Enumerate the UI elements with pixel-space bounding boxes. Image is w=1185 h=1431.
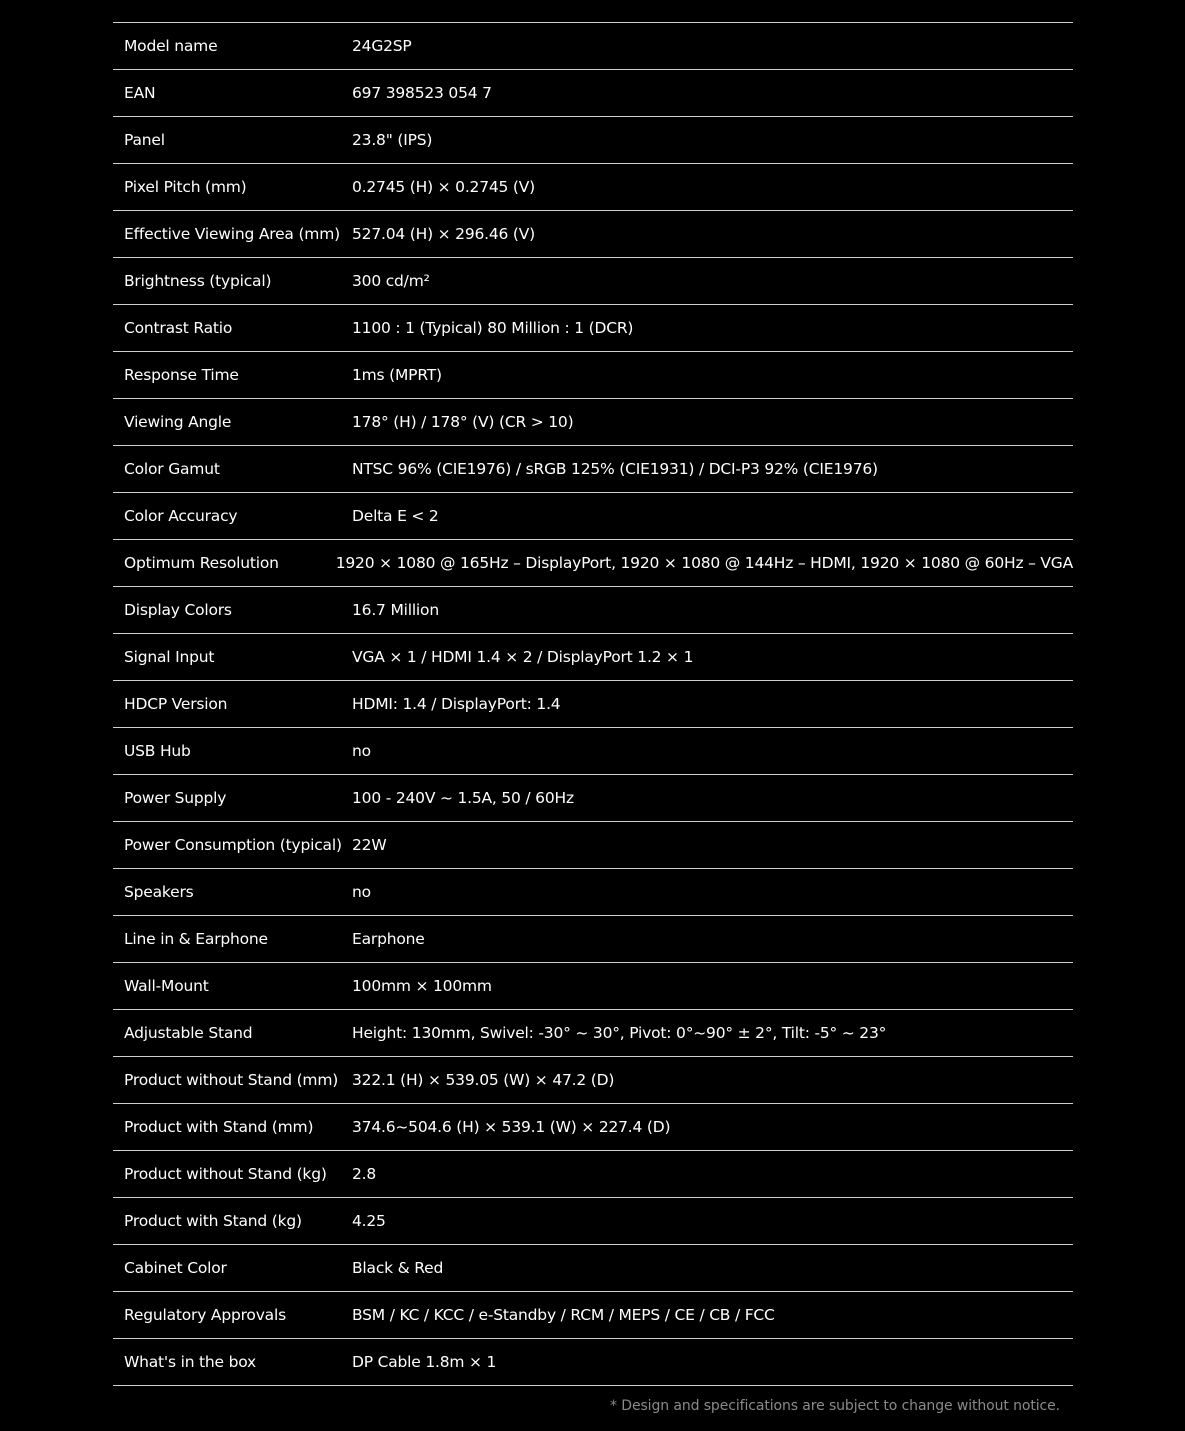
spec-value: 100mm × 100mm bbox=[352, 977, 492, 995]
spec-row bbox=[113, 493, 1073, 540]
spec-row bbox=[113, 634, 1073, 681]
spec-label: Power Consumption (typical) bbox=[124, 836, 342, 854]
spec-row bbox=[113, 1010, 1073, 1057]
spec-value: 4.25 bbox=[352, 1212, 386, 1230]
spec-label: Contrast Ratio bbox=[124, 319, 233, 337]
spec-label: Response Time bbox=[124, 366, 239, 384]
disclaimer-footnote: * Design and specifications are subject to change without notice. bbox=[610, 1398, 1060, 1414]
spec-sheet bbox=[113, 22, 1073, 1414]
spec-row bbox=[113, 258, 1073, 305]
spec-table bbox=[113, 22, 1073, 1386]
spec-label: USB Hub bbox=[124, 742, 191, 760]
spec-label: Brightness (typical) bbox=[124, 272, 272, 290]
spec-label: Viewing Angle bbox=[124, 413, 232, 431]
spec-row bbox=[113, 399, 1073, 446]
spec-value: NTSC 96% (CIE1976) / sRGB 125% (CIE1931) / DCI-P3 92% (CIE1976) bbox=[352, 460, 878, 478]
spec-label: What's in the box bbox=[124, 1353, 257, 1371]
spec-label: Model name bbox=[124, 37, 218, 55]
spec-row bbox=[113, 1057, 1073, 1104]
spec-value: 1100 : 1 (Typical) 80 Million : 1 (DCR) bbox=[352, 319, 634, 337]
spec-value: 24G2SP bbox=[352, 37, 412, 55]
spec-label: Product without Stand (kg) bbox=[124, 1165, 327, 1183]
spec-row bbox=[113, 728, 1073, 775]
spec-value: 300 cd/m² bbox=[352, 272, 430, 290]
spec-value: DP Cable 1.8m × 1 bbox=[352, 1353, 497, 1371]
spec-row bbox=[113, 1339, 1073, 1386]
spec-label: Line in & Earphone bbox=[124, 930, 268, 948]
spec-label: Product with Stand (mm) bbox=[124, 1118, 314, 1136]
spec-value: 178° (H) / 178° (V) (CR > 10) bbox=[352, 413, 574, 431]
spec-label: Effective Viewing Area (mm) bbox=[124, 225, 340, 243]
spec-value: no bbox=[352, 742, 371, 760]
spec-value: 2.8 bbox=[352, 1165, 377, 1183]
spec-label: Adjustable Stand bbox=[124, 1024, 253, 1042]
spec-label: Speakers bbox=[124, 883, 194, 901]
spec-row bbox=[113, 446, 1073, 493]
spec-row bbox=[113, 775, 1073, 822]
spec-value: VGA × 1 / HDMI 1.4 × 2 / DisplayPort 1.2 × 1 bbox=[352, 648, 694, 666]
spec-label: Pixel Pitch (mm) bbox=[124, 178, 247, 196]
spec-row bbox=[113, 1151, 1073, 1198]
spec-label: Cabinet Color bbox=[124, 1259, 227, 1277]
spec-value: Delta E < 2 bbox=[352, 507, 439, 525]
spec-label: Power Supply bbox=[124, 789, 227, 807]
spec-row bbox=[113, 1245, 1073, 1292]
spec-label: Signal Input bbox=[124, 648, 215, 666]
spec-row bbox=[113, 1292, 1073, 1339]
spec-label: Display Colors bbox=[124, 601, 232, 619]
spec-row bbox=[113, 352, 1073, 399]
spec-label: HDCP Version bbox=[124, 695, 228, 713]
spec-label: Optimum Resolution bbox=[124, 554, 279, 572]
spec-value: 23.8" (IPS) bbox=[352, 131, 433, 149]
spec-row bbox=[113, 164, 1073, 211]
spec-row bbox=[113, 540, 1073, 587]
spec-row bbox=[113, 1104, 1073, 1151]
spec-value: HDMI: 1.4 / DisplayPort: 1.4 bbox=[352, 695, 561, 713]
spec-row bbox=[113, 211, 1073, 258]
spec-value: Height: 130mm, Swivel: -30° ~ 30°, Pivot: 0°~90° ± 2°, Tilt: -5° ~ 23° bbox=[352, 1024, 887, 1042]
spec-row bbox=[113, 70, 1073, 117]
spec-value: 527.04 (H) × 296.46 (V) bbox=[352, 225, 536, 243]
spec-row bbox=[113, 1198, 1073, 1245]
spec-value: Earphone bbox=[352, 930, 425, 948]
spec-row bbox=[113, 681, 1073, 728]
spec-row bbox=[113, 587, 1073, 634]
spec-value: no bbox=[352, 883, 371, 901]
spec-row bbox=[113, 117, 1073, 164]
spec-label: Color Accuracy bbox=[124, 507, 238, 525]
spec-value: 22W bbox=[352, 836, 387, 854]
spec-row bbox=[113, 963, 1073, 1010]
spec-value: 697 398523 054 7 bbox=[352, 84, 492, 102]
spec-value: 374.6~504.6 (H) × 539.1 (W) × 227.4 (D) bbox=[352, 1118, 671, 1136]
spec-value: 322.1 (H) × 539.05 (W) × 47.2 (D) bbox=[352, 1071, 615, 1089]
spec-row bbox=[113, 916, 1073, 963]
spec-value: BSM / KC / KCC / e-Standby / RCM / MEPS / CE / CB / FCC bbox=[352, 1306, 775, 1324]
spec-label: Product with Stand (kg) bbox=[124, 1212, 302, 1230]
spec-value: 100 - 240V ~ 1.5A, 50 / 60Hz bbox=[352, 789, 574, 807]
spec-label: Panel bbox=[124, 131, 165, 149]
spec-value: 16.7 Million bbox=[352, 601, 439, 619]
spec-row bbox=[113, 305, 1073, 352]
spec-label: Wall-Mount bbox=[124, 977, 209, 995]
spec-value: 1ms (MPRT) bbox=[352, 366, 442, 384]
spec-value: Black & Red bbox=[352, 1259, 444, 1277]
spec-row bbox=[113, 23, 1073, 70]
spec-label: Product without Stand (mm) bbox=[124, 1071, 339, 1089]
spec-row bbox=[113, 869, 1073, 916]
spec-label: Regulatory Approvals bbox=[124, 1306, 286, 1324]
spec-label: EAN bbox=[124, 84, 156, 102]
spec-label: Color Gamut bbox=[124, 460, 220, 478]
spec-value: 0.2745 (H) × 0.2745 (V) bbox=[352, 178, 536, 196]
spec-value: 1920 × 1080 @ 165Hz – DisplayPort, 1920 × 1080 @ 144Hz – HDMI, 1920 × 1080 @ 60Hz – VGA bbox=[335, 554, 1073, 572]
spec-row bbox=[113, 822, 1073, 869]
